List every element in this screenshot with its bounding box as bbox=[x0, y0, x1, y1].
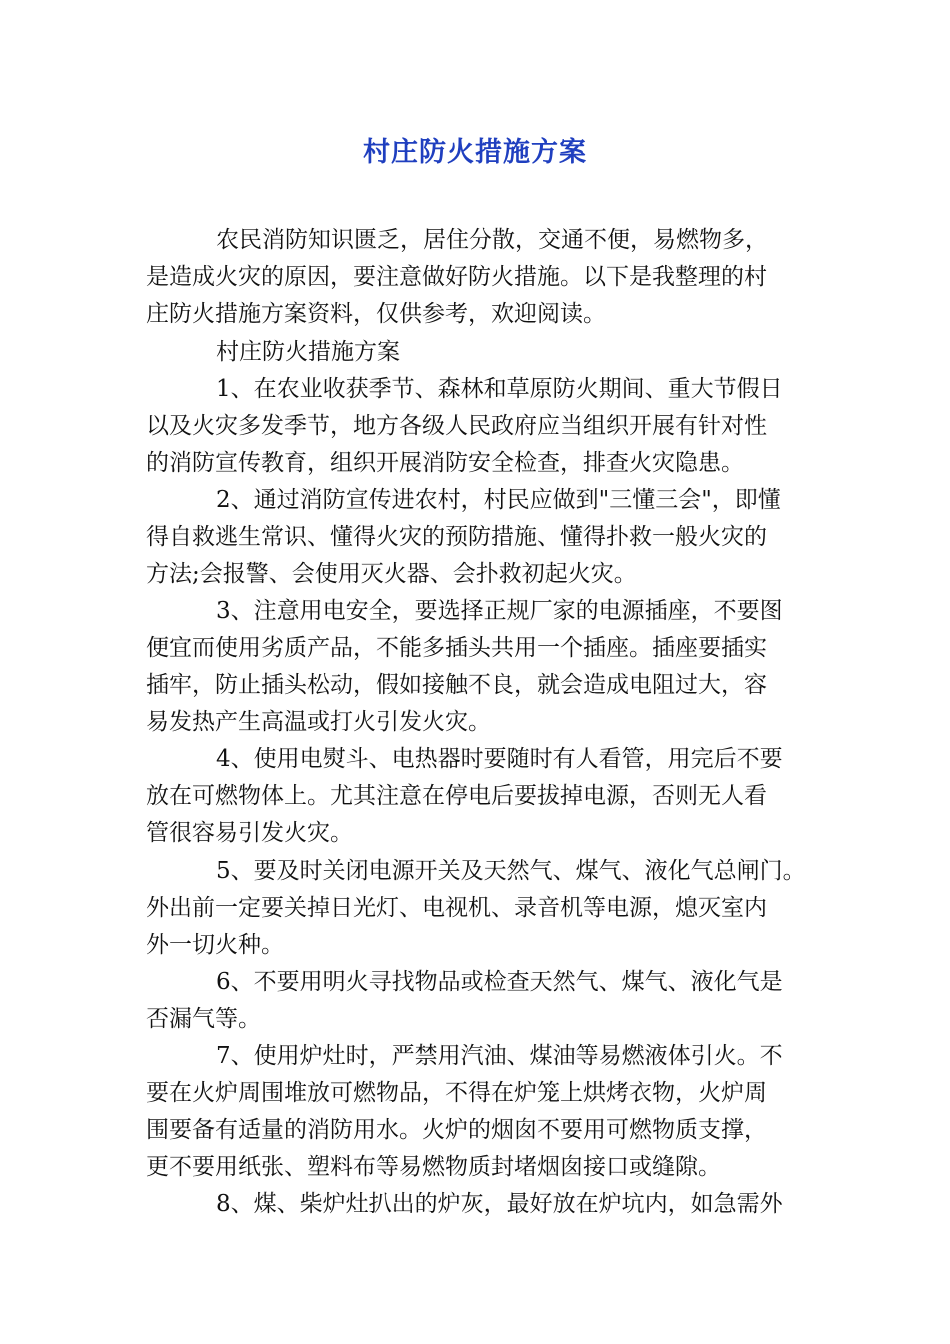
paragraph-line: 7、使用炉灶时，严禁用汽油、煤油等易燃液体引火。不 bbox=[216, 1043, 783, 1069]
paragraph-line: 4、使用电熨斗、电热器时要随时有人看管，用完后不要 bbox=[216, 746, 783, 772]
section-heading: 村庄防火措施方案 bbox=[216, 339, 400, 365]
paragraph-line: 农民消防知识匮乏，居住分散，交通不便，易燃物多， bbox=[216, 227, 768, 253]
paragraph-line: 外一切火种。 bbox=[146, 932, 284, 958]
paragraph-line: 庄防火措施方案资料，仅供参考，欢迎阅读。 bbox=[146, 301, 606, 327]
paragraph-line: 要在火炉周围堆放可燃物品，不得在炉笼上烘烤衣物，火炉周 bbox=[146, 1080, 767, 1106]
paragraph-line: 更不要用纸张、塑料布等易燃物质封堵烟囱接口或缝隙。 bbox=[146, 1154, 721, 1180]
paragraph-line: 2、通过消防宣传进农村，村民应做到"三懂三会"，即懂 bbox=[216, 487, 781, 513]
paragraph-line: 的消防宣传教育，组织开展消防安全检查，排查火灾隐患。 bbox=[146, 450, 744, 476]
paragraph-line: 6、不要用明火寻找物品或检查天然气、煤气、液化气是 bbox=[216, 969, 783, 995]
paragraph-line: 是造成火灾的原因，要注意做好防火措施。以下是我整理的村 bbox=[146, 264, 767, 290]
paragraph-line: 管很容易引发火灾。 bbox=[146, 820, 353, 846]
paragraph-line: 否漏气等。 bbox=[146, 1006, 261, 1032]
paragraph-line: 放在可燃物体上。尤其注意在停电后要拔掉电源，否则无人看 bbox=[146, 783, 767, 809]
paragraph-line: 1、在农业收获季节、森林和草原防火期间、重大节假日 bbox=[216, 376, 783, 402]
paragraph-line: 外出前一定要关掉日光灯、电视机、录音机等电源，熄灭室内 bbox=[146, 895, 767, 921]
paragraph-line: 围要备有适量的消防用水。火炉的烟囱不要用可燃物质支撑， bbox=[146, 1117, 767, 1143]
paragraph-line: 5、要及时关闭电源开关及天然气、煤气、液化气总闸门。 bbox=[216, 858, 806, 884]
paragraph-line: 3、注意用电安全，要选择正规厂家的电源插座，不要图 bbox=[216, 598, 783, 624]
paragraph-line: 得自救逃生常识、懂得火灾的预防措施、懂得扑救一般火灾的 bbox=[146, 524, 767, 550]
paragraph-line: 插牢，防止插头松动，假如接触不良，就会造成电阻过大，容 bbox=[146, 672, 767, 698]
paragraph-line: 便宜而使用劣质产品，不能多插头共用一个插座。插座要插实 bbox=[146, 635, 767, 661]
paragraph-line: 易发热产生高温或打火引发火灾。 bbox=[146, 709, 491, 735]
paragraph-line: 8、煤、柴炉灶扒出的炉灰，最好放在炉坑内，如急需外 bbox=[216, 1191, 783, 1217]
paragraph-line: 以及火灾多发季节，地方各级人民政府应当组织开展有针对性 bbox=[146, 413, 767, 439]
document-title: 村庄防火措施方案 bbox=[363, 137, 587, 168]
paragraph-line: 方法;会报警、会使用灭火器、会扑救初起火灾。 bbox=[146, 561, 637, 587]
